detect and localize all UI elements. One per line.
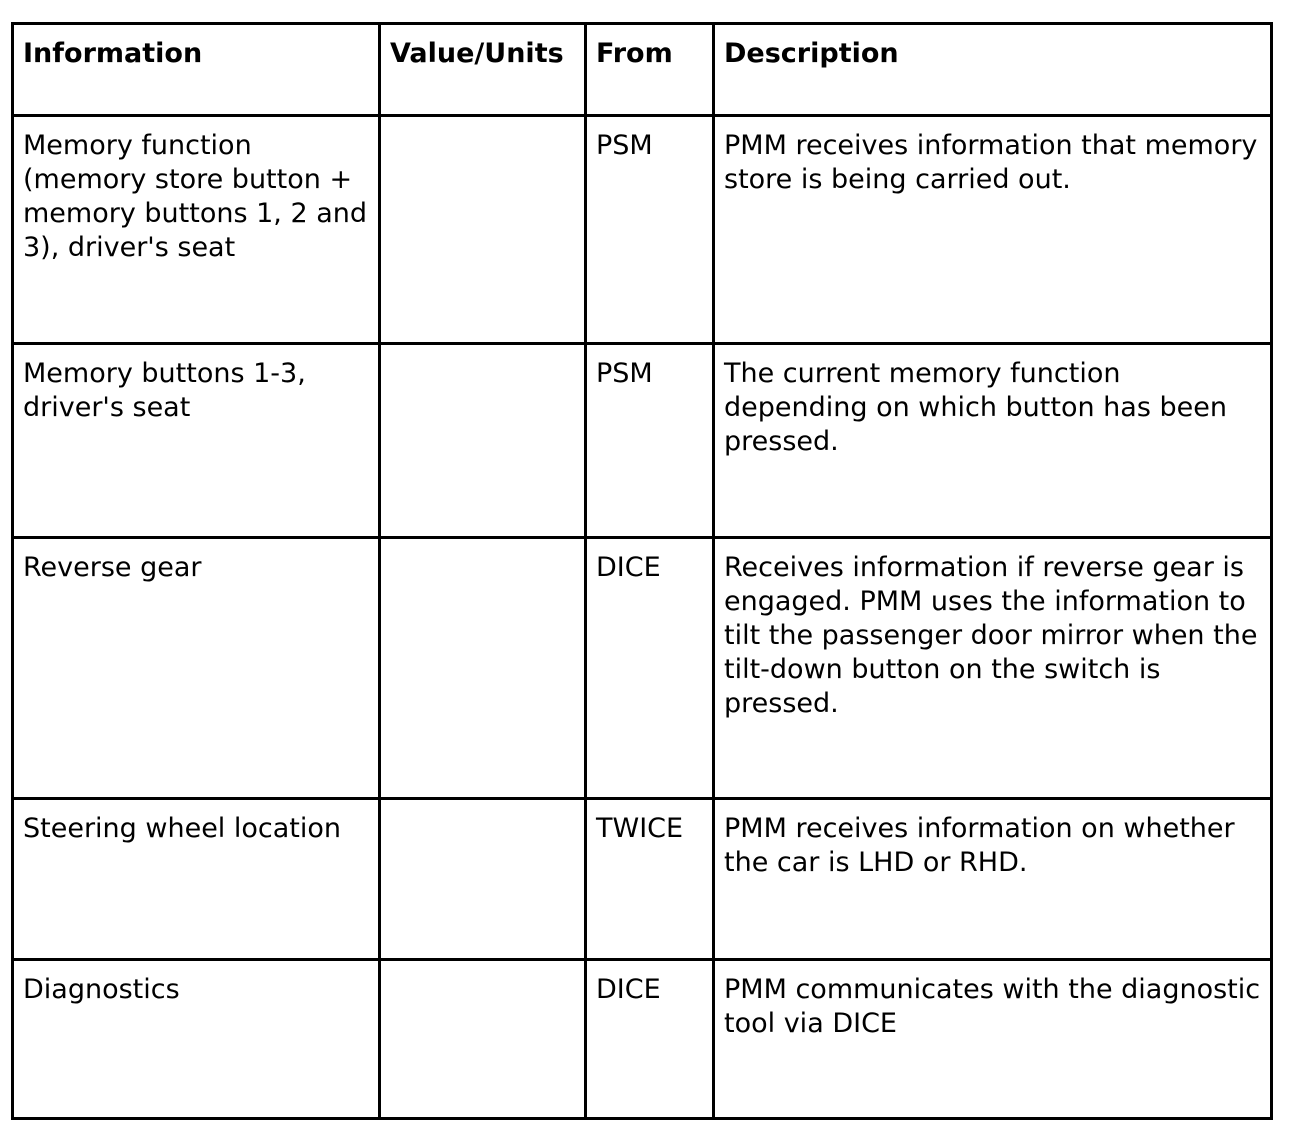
header-value-units: Value/Units — [380, 24, 586, 116]
table-row — [13, 960, 1272, 1119]
cell-information: Diagnostics — [13, 960, 380, 1119]
table-row — [13, 538, 1272, 799]
cell-value-units — [380, 960, 586, 1119]
table-row — [13, 799, 1272, 960]
table-header-row — [13, 24, 1272, 116]
header-from: From — [586, 24, 714, 116]
cell-from: PSM — [586, 344, 714, 538]
cell-description: PMM receives information on whether the car is LHD or RHD. — [714, 799, 1272, 960]
cell-from: DICE — [586, 960, 714, 1119]
header-information: Information — [13, 24, 380, 116]
table-row — [13, 344, 1272, 538]
information-table — [11, 22, 1273, 1120]
cell-from: DICE — [586, 538, 714, 799]
cell-information: Steering wheel location — [13, 799, 380, 960]
cell-value-units — [380, 799, 586, 960]
cell-description: The current memory function depending on which button has been pressed. — [714, 344, 1272, 538]
cell-information: Reverse gear — [13, 538, 380, 799]
cell-description: PMM communicates with the diagnostic tool via DICE — [714, 960, 1272, 1119]
cell-description: PMM receives information that memory store is being carried out. — [714, 116, 1272, 344]
cell-value-units — [380, 344, 586, 538]
header-description: Description — [714, 24, 1272, 116]
cell-from: PSM — [586, 116, 714, 344]
cell-information: Memory buttons 1-3, driver's seat — [13, 344, 380, 538]
cell-from: TWICE — [586, 799, 714, 960]
cell-information: Memory function (memory store button + memory buttons 1, 2 and 3), driver's seat — [13, 116, 380, 344]
cell-description: Receives information if reverse gear is engaged. PMM uses the information to tilt the passenger door mirror when the tilt-down button on the switch is pressed. — [714, 538, 1272, 799]
cell-value-units — [380, 116, 586, 344]
cell-value-units — [380, 538, 586, 799]
table-row — [13, 116, 1272, 344]
